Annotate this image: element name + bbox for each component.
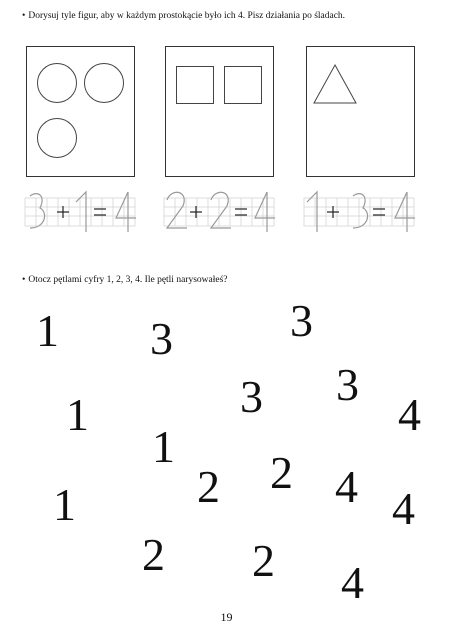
square-shape [224,66,262,104]
square-shape [176,66,214,104]
scattered-digit[interactable]: 1 [66,389,89,440]
triangle-shape [312,63,358,105]
trace-equation-2[interactable] [163,188,275,236]
scattered-digit[interactable]: 3 [290,295,313,346]
scattered-digit[interactable]: 3 [240,371,263,422]
trace-digit-a [167,192,187,228]
rectangle-box-circles[interactable] [26,46,135,177]
scattered-digit[interactable]: 3 [150,313,173,364]
trace-digit-a [30,194,45,228]
rectangle-box-squares[interactable] [165,46,274,177]
instruction-text-1: Dorysuj tyle figur, aby w każdym prostokącie było ich 4. Pisz działania po śladach. [28,11,346,21]
bullet: • [22,275,26,285]
instruction-task-1 [22,11,345,21]
instruction-task-2 [22,275,228,285]
instruction-text-2: Otocz pętlami cyfry 1, 2, 3, 4. Ile pętli narysowałeś? [28,275,228,285]
trace-equation-1[interactable] [24,188,136,236]
page-number: 19 [220,610,233,624]
scattered-digit[interactable]: 1 [53,479,76,530]
scattered-digit[interactable]: 2 [142,529,165,580]
scattered-digit[interactable]: 2 [197,461,220,512]
trace-digit-b [211,192,231,228]
rectangle-box-triangles[interactable] [306,46,415,177]
scattered-digit[interactable]: 4 [335,461,358,512]
scattered-digit[interactable]: 2 [252,535,275,586]
scattered-digit[interactable]: 4 [341,557,364,608]
circle-shape [37,118,77,158]
trace-digit-b [353,194,368,228]
scattered-digit[interactable]: 4 [398,389,421,440]
circle-shape [84,63,124,103]
scattered-digit[interactable]: 1 [152,421,175,472]
bullet: • [22,11,26,21]
scattered-digit[interactable]: 1 [36,305,59,356]
trace-equation-3[interactable] [303,188,415,236]
scattered-digit[interactable]: 3 [336,359,359,410]
circle-shape [37,63,77,103]
scattered-digit[interactable]: 4 [392,483,415,534]
scattered-digit[interactable]: 2 [270,447,293,498]
